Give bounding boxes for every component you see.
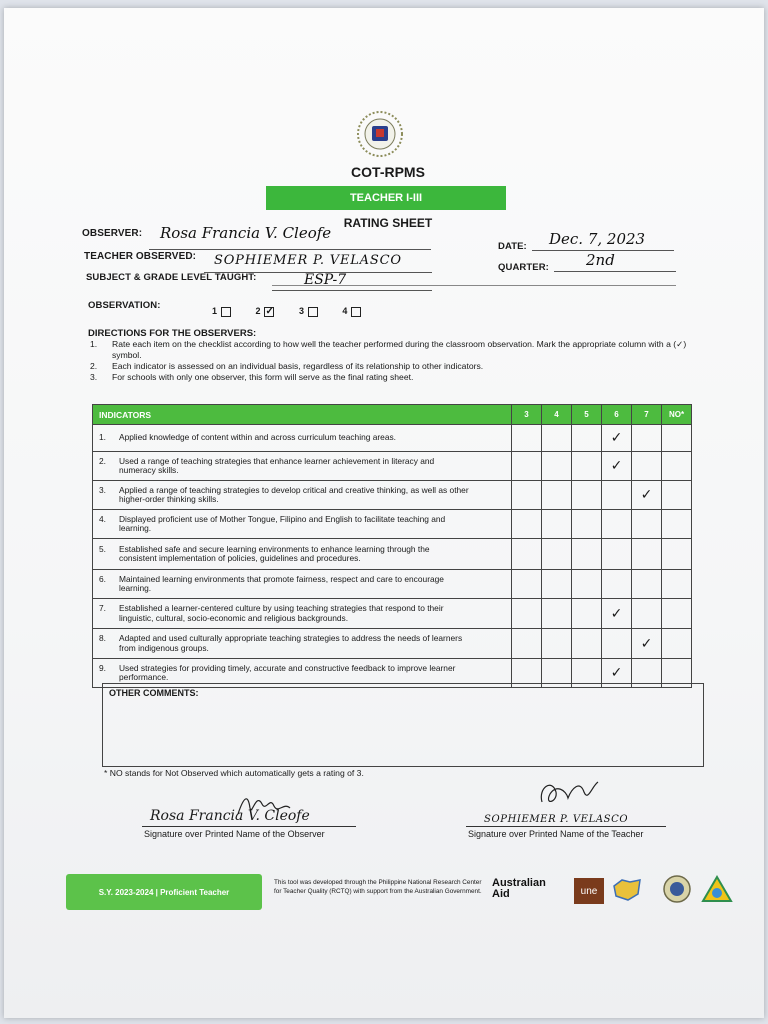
rating-cell[interactable] — [662, 570, 692, 599]
rating-column-header: 4 — [542, 405, 572, 425]
rating-cell[interactable] — [602, 481, 632, 510]
rating-cell[interactable] — [542, 510, 572, 539]
indicator-cell: 1. Applied knowledge of content within and across curriculum teaching areas. — [93, 425, 512, 452]
table-row — [93, 570, 692, 599]
indicator-cell: 5. Established safe and secure learning environments to enhance learning through the consistent implementation of policies, guidelines and procedures. — [93, 539, 512, 570]
rating-cell[interactable] — [512, 629, 542, 659]
rating-cell[interactable] — [602, 539, 632, 570]
table-row — [93, 539, 692, 570]
rating-cell[interactable] — [572, 599, 602, 629]
rating-column-header: 3 — [512, 405, 542, 425]
observation-checkbox[interactable] — [221, 307, 231, 317]
indicator-cell: 4. Displayed proficient use of Mother Tongue, Filipino and English to facilitate teaching and learning. — [93, 510, 512, 539]
checkmark-icon: ✓ — [610, 665, 623, 681]
round-seal-logo-icon — [662, 874, 692, 904]
teacher-signature-icon — [532, 772, 602, 814]
other-comments-label: OTHER COMMENTS: — [109, 688, 199, 698]
teacher-label: TEACHER OBSERVED: — [84, 251, 197, 262]
triangle-logo-icon — [700, 874, 734, 904]
form-title: COT-RPMS — [351, 164, 425, 180]
subject-value[interactable]: ESP-7 — [304, 272, 347, 288]
rating-cell[interactable] — [602, 629, 632, 659]
direction-item: 1. Rate each item on the checklist according to how well the teacher performed during the classroom observation. Mark the appropriate column with a (✓) symbol. — [90, 339, 687, 360]
observation-checkbox[interactable] — [351, 307, 361, 317]
quarter-label: QUARTER: — [498, 262, 549, 273]
rating-cell[interactable] — [662, 629, 692, 659]
rating-cell[interactable] — [662, 481, 692, 510]
une-logo: une — [574, 878, 604, 904]
quarter-value[interactable]: 2nd — [586, 251, 615, 269]
indicators-header: INDICATORS — [93, 405, 512, 425]
rating-sheet-paper — [4, 8, 764, 1018]
rating-cell[interactable] — [542, 425, 572, 452]
table-header-row — [93, 405, 692, 425]
table-row — [93, 452, 692, 481]
rating-column-header: 6 — [602, 405, 632, 425]
indicator-cell: 9. Used strategies for providing timely, accurate and constructive feedback to improve learner performance. — [93, 659, 512, 688]
table-row — [93, 481, 692, 510]
rating-cell[interactable] — [602, 425, 632, 452]
direction-item: 3. For schools with only one observer, this form will serve as the final rating sheet. — [90, 372, 414, 382]
subject-label: SUBJECT & GRADE LEVEL TAUGHT: — [86, 272, 257, 283]
rating-column-header: NO* — [662, 405, 692, 425]
teacher-value[interactable]: SOPHIEMER P. VELASCO — [214, 253, 402, 268]
checkmark-icon: ✓ — [640, 635, 653, 652]
rating-cell[interactable] — [572, 629, 602, 659]
table-row — [93, 629, 692, 659]
rating-cell[interactable] — [542, 599, 572, 629]
observation-option-3[interactable]: 3 — [299, 306, 318, 317]
rating-cell[interactable] — [542, 570, 572, 599]
rating-cell[interactable] — [572, 539, 602, 570]
observation-label: OBSERVATION: — [88, 300, 161, 311]
school-year-badge: S.Y. 2023-2024 | Proficient Teacher — [66, 874, 262, 910]
rating-cell[interactable] — [632, 425, 662, 452]
direction-item: 2. Each indicator is assessed on an individual basis, regardless of its relationship to other indicators. — [90, 361, 484, 371]
rating-cell[interactable] — [572, 570, 602, 599]
observer-signature-caption: Signature over Printed Name of the Observer — [144, 829, 325, 839]
table-row — [93, 510, 692, 539]
rating-cell[interactable] — [512, 599, 542, 629]
rating-cell[interactable] — [632, 599, 662, 629]
indicator-cell: 2. Used a range of teaching strategies that enhance learner achievement in literacy and numeracy skills. — [93, 452, 512, 481]
rating-cell[interactable] — [632, 629, 662, 659]
rating-cell[interactable] — [572, 452, 602, 481]
rating-cell[interactable] — [662, 599, 692, 629]
rating-cell[interactable] — [572, 481, 602, 510]
date-value[interactable]: Dec. 7, 2023 — [549, 230, 646, 248]
observation-checkbox[interactable] — [308, 307, 318, 317]
rating-cell[interactable] — [572, 425, 602, 452]
rating-cell[interactable] — [602, 570, 632, 599]
rating-cell[interactable] — [512, 425, 542, 452]
observer-signature-line — [142, 826, 356, 827]
rating-sheet-subtitle: RATING SHEET — [343, 216, 433, 230]
deped-seal-icon — [349, 108, 411, 158]
indicator-cell: 7. Established a learner-centered culture by using teaching strategies that respond to their linguistic, cultural, socio-economic and religious backgrounds. — [93, 599, 512, 629]
rating-column-header: 7 — [632, 405, 662, 425]
teacher-level-banner: TEACHER I-III — [266, 186, 506, 210]
date-label: DATE: — [498, 241, 527, 252]
subject-extended-line — [272, 284, 676, 286]
rating-cell[interactable] — [512, 570, 542, 599]
indicator-cell: 3. Applied a range of teaching strategies to develop critical and creative thinking, as well as other higher-order thinking skills. — [93, 481, 512, 510]
checkmark-icon: ✓ — [640, 487, 653, 503]
teacher-signature-line — [466, 826, 666, 827]
map-logo-icon — [610, 874, 644, 904]
teacher-printed-name: SOPHIEMER P. VELASCO — [484, 814, 629, 825]
observer-printed-name: Rosa Francia V. Cleofe — [150, 808, 310, 824]
checkmark-icon: ✓ — [610, 605, 623, 622]
other-comments-box[interactable] — [102, 683, 704, 767]
checkmark-icon: ✓ — [610, 458, 623, 474]
directions-heading: DIRECTIONS FOR THE OBSERVERS: — [88, 328, 257, 339]
indicator-cell: 6. Maintained learning environments that promote fairness, respect and care to encourage learning. — [93, 570, 512, 599]
rating-cell[interactable] — [662, 452, 692, 481]
checkmark-icon: ✓ — [610, 430, 623, 446]
rating-column-header: 5 — [572, 405, 602, 425]
table-row — [93, 599, 692, 629]
rating-cell[interactable] — [632, 570, 662, 599]
observation-option-2[interactable]: 2 ✓ — [255, 305, 274, 317]
table-row — [93, 425, 692, 452]
observation-checkbox-checked[interactable]: ✓ — [265, 305, 274, 317]
teacher-signature-caption: Signature over Printed Name of the Teacher — [468, 829, 644, 839]
rating-cell[interactable] — [632, 452, 662, 481]
rating-cell[interactable] — [542, 452, 572, 481]
observer-label: OBSERVER: — [82, 228, 143, 239]
rating-cell[interactable] — [602, 452, 632, 481]
rating-cell[interactable] — [542, 629, 572, 659]
quarter-line — [554, 255, 676, 272]
directions — [88, 328, 688, 383]
rating-cell[interactable] — [632, 510, 662, 539]
rating-cell[interactable] — [632, 539, 662, 570]
rating-cell[interactable] — [602, 510, 632, 539]
rating-cell[interactable] — [512, 481, 542, 510]
rating-cell[interactable] — [602, 599, 632, 629]
rating-cell[interactable] — [512, 510, 542, 539]
observer-value[interactable]: Rosa Francia V. Cleofe — [160, 224, 332, 242]
rating-cell[interactable] — [512, 452, 542, 481]
rating-cell[interactable] — [662, 510, 692, 539]
indicators-table — [92, 404, 692, 688]
rating-cell[interactable] — [572, 510, 602, 539]
observation-option-1[interactable]: 1 — [212, 306, 231, 317]
rating-cell[interactable] — [542, 539, 572, 570]
rating-cell[interactable] — [542, 481, 572, 510]
rating-cell[interactable] — [662, 539, 692, 570]
observation-option-4[interactable]: 4 — [342, 306, 361, 317]
rating-cell[interactable] — [512, 539, 542, 570]
observation-options — [212, 301, 381, 319]
no-rating-note: * NO stands for Not Observed which automatically gets a rating of 3. — [104, 768, 364, 778]
indicator-cell: 8. Adapted and used culturally appropriate teaching strategies to address the needs of learners from indigenous groups. — [93, 629, 512, 659]
rating-cell[interactable] — [632, 481, 662, 510]
australian-aid-logo: Australian Aid — [492, 877, 546, 900]
rating-cell[interactable] — [662, 425, 692, 452]
rctq-credit: This tool was developed through the Philippine National Research Center for Teacher Quality (RCTQ) with support from the Australian Government. — [274, 879, 482, 895]
